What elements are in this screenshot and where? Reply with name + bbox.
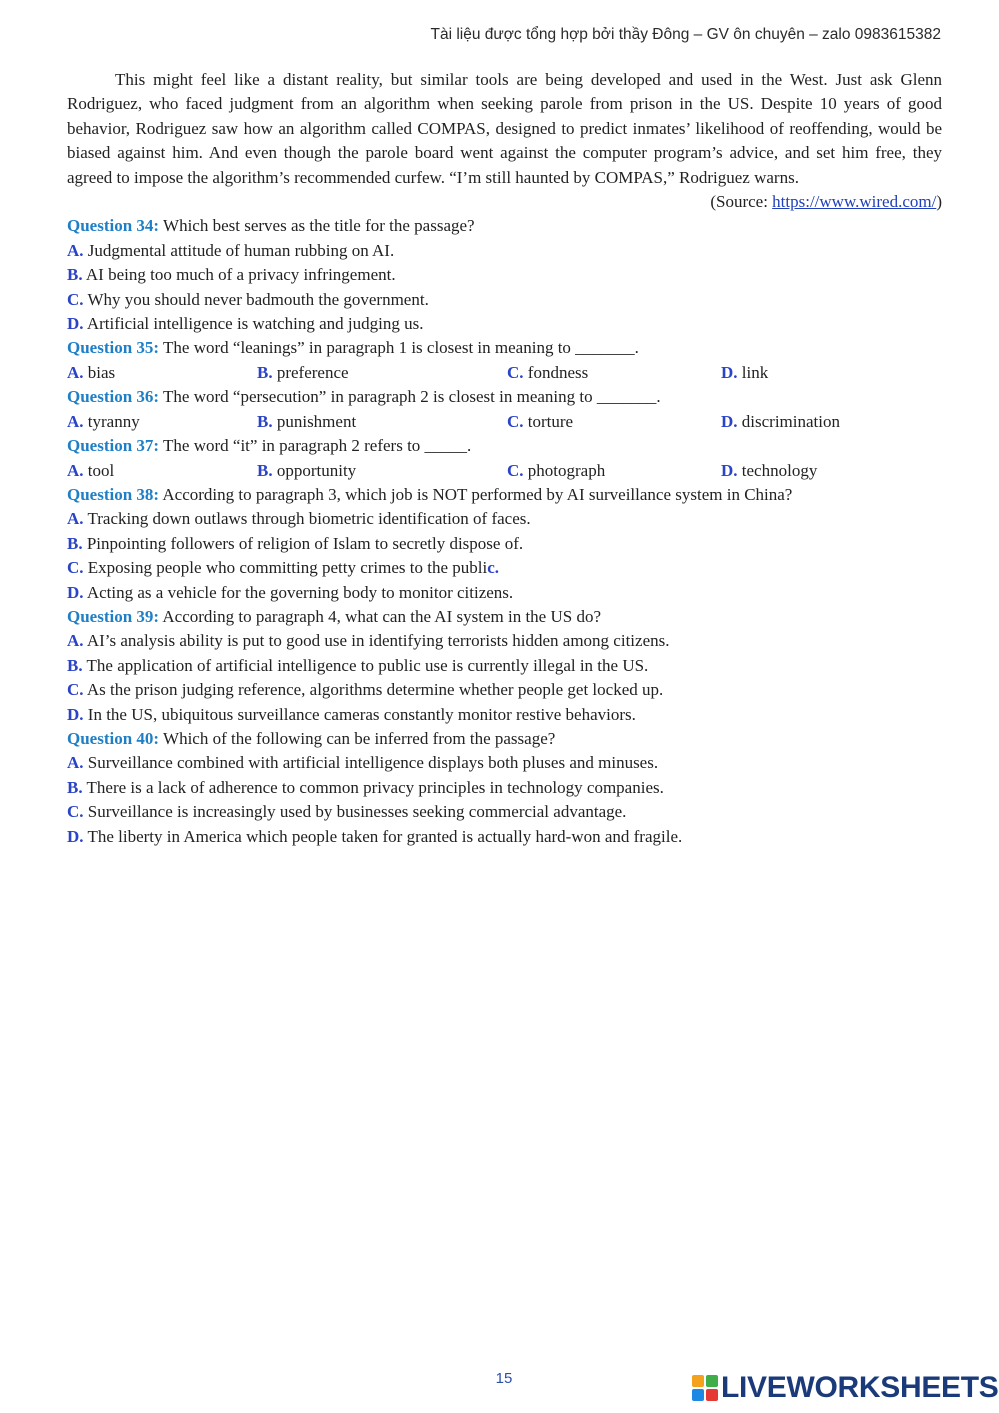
question-35 [67, 336, 942, 360]
option-text: punishment [272, 411, 357, 431]
option-label: A. [67, 631, 84, 651]
option-38-d[interactable] [67, 581, 942, 605]
question-34 [67, 214, 942, 238]
option-35-a[interactable] [67, 361, 257, 385]
option-40-a[interactable] [67, 751, 942, 775]
option-label: C. [507, 460, 524, 480]
option-text: tyranny [83, 411, 140, 431]
option-text: photograph [523, 460, 606, 480]
option-label: B. [67, 655, 83, 675]
logo-square-2 [706, 1375, 718, 1387]
question-text: The word “persecution” in paragraph 2 is closest in meaning to _______. [159, 387, 661, 407]
option-35-b[interactable] [257, 361, 507, 385]
option-34-c[interactable] [67, 288, 942, 312]
source-link[interactable]: https://www.wired.com/ [772, 192, 937, 212]
liveworksheets-logo [692, 1372, 999, 1404]
question-label: Question 36: [67, 387, 160, 407]
option-37-d[interactable] [721, 459, 942, 483]
question-label: Question 40: [67, 728, 160, 748]
option-37-b[interactable] [257, 459, 507, 483]
option-label: D. [67, 314, 84, 334]
option-label: D. [721, 362, 738, 382]
option-text: The liberty in America which people taken for granted is actually hard-won and fragile. [83, 826, 683, 846]
option-35-c[interactable] [507, 361, 721, 385]
source-suffix: ) [936, 192, 942, 212]
option-label: A. [67, 509, 84, 529]
option-39-c[interactable] [67, 678, 942, 702]
option-label: C. [67, 558, 84, 578]
question-label: Question 37: [67, 436, 160, 456]
question-label: Question 35: [67, 338, 160, 358]
option-label: C. [67, 802, 84, 822]
option-37-c[interactable] [507, 459, 721, 483]
question-39 [67, 605, 942, 629]
option-35-d[interactable] [721, 361, 942, 385]
option-39-d[interactable] [67, 703, 942, 727]
question-37 [67, 434, 942, 458]
option-38-c[interactable] [67, 556, 942, 580]
option-39-a[interactable] [67, 629, 942, 653]
option-36-c[interactable] [507, 410, 721, 434]
options-36 [67, 410, 942, 434]
option-38-a[interactable] [67, 507, 942, 531]
option-text: Judgmental attitude of human rubbing on AI. [83, 240, 395, 260]
option-37-a[interactable] [67, 459, 257, 483]
option-label: B. [257, 362, 273, 382]
option-text: torture [523, 411, 574, 431]
option-38-b[interactable] [67, 532, 942, 556]
option-text: technology [737, 460, 818, 480]
option-text: Surveillance is increasingly used by businesses seeking commercial advantage. [83, 802, 627, 822]
option-text: Artificial intelligence is watching and judging us. [83, 314, 424, 334]
option-34-a[interactable] [67, 239, 942, 263]
option-label: B. [67, 777, 83, 797]
option-label: C. [67, 289, 84, 309]
passage-paragraph: This might feel like a distant reality, but similar tools are being developed and used in the West. Just ask Glenn Rodriguez, who faced judgment from an algorithm when seeking parole from prison in the US. Despite 10 years of good behavior, Rodriguez saw how an algorithm called COMPAS, designed to predict inmates’ likelihood of reoffending, would be biased against him. And even though the parole board went against the computer program’s advice, and set him free, they agreed to impose the algorithm’s recommended curfew. “I’m still haunted by COMPAS,” Rodriguez warns. [67, 70, 942, 187]
option-34-d[interactable] [67, 312, 942, 336]
question-label: Question 39: [67, 606, 160, 626]
document-body [67, 68, 942, 849]
option-text: AI being too much of a privacy infringement. [82, 265, 396, 285]
question-text: Which of the following can be inferred from the passage? [159, 728, 556, 748]
option-label: C. [507, 411, 524, 431]
option-label: B. [257, 460, 273, 480]
question-text: The word “it” in paragraph 2 refers to _____. [159, 436, 472, 456]
option-label: D. [67, 704, 84, 724]
option-text: link [737, 362, 769, 382]
option-text: preference [272, 362, 349, 382]
logo-square-3 [692, 1389, 704, 1401]
option-text: Surveillance combined with artificial intelligence displays both pluses and minuses. [83, 753, 659, 773]
option-39-b[interactable] [67, 654, 942, 678]
option-label: D. [67, 582, 84, 602]
question-40 [67, 727, 942, 751]
logo-text: LIVEWORKSHEETS [721, 1371, 999, 1404]
option-text: As the prison judging reference, algorithms determine whether people get locked up. [83, 680, 664, 700]
option-label: A. [67, 240, 84, 260]
option-label: D. [67, 826, 84, 846]
options-35 [67, 361, 942, 385]
question-label: Question 34: [67, 216, 160, 236]
option-40-c[interactable] [67, 800, 942, 824]
option-text: Pinpointing followers of religion of Islam to secretly dispose of. [82, 533, 524, 553]
option-text: The application of artificial intelligence to public use is currently illegal in the US. [82, 655, 649, 675]
question-text: Which best serves as the title for the passage? [159, 216, 475, 236]
option-text: fondness [523, 362, 589, 382]
option-36-d[interactable] [721, 410, 942, 434]
question-38 [67, 483, 942, 507]
option-label: B. [67, 533, 83, 553]
option-40-b[interactable] [67, 776, 942, 800]
options-37 [67, 459, 942, 483]
option-label: C. [507, 362, 524, 382]
option-text: Why you should never badmouth the government. [83, 289, 429, 309]
option-text: There is a lack of adherence to common privacy principles in technology companies. [82, 777, 664, 797]
option-label: A. [67, 362, 84, 382]
option-label: B. [257, 411, 273, 431]
question-text: According to paragraph 3, which job is NOT performed by AI surveillance system in China? [159, 484, 793, 504]
option-text: AI’s analysis ability is put to good use in identifying terrorists hidden among citizens. [83, 631, 670, 651]
option-text-tail: c. [487, 558, 500, 578]
option-text: tool [83, 460, 115, 480]
logo-square-4 [706, 1389, 718, 1401]
question-36 [67, 385, 942, 409]
option-text: Acting as a vehicle for the governing body to monitor citizens. [83, 582, 514, 602]
liveworksheets-logo-icon [692, 1375, 718, 1401]
option-label: D. [721, 411, 738, 431]
option-34-b[interactable] [67, 263, 942, 287]
source-prefix: (Source: [710, 192, 773, 212]
option-36-a[interactable] [67, 410, 257, 434]
question-text: According to paragraph 4, what can the AI system in the US do? [159, 606, 601, 626]
option-label: A. [67, 753, 84, 773]
question-label: Question 38: [67, 484, 160, 504]
option-text: Exposing people who committing petty crimes to the publi [83, 558, 488, 578]
option-text: bias [83, 362, 116, 382]
option-text: In the US, ubiquitous surveillance cameras constantly monitor restive behaviors. [83, 704, 636, 724]
option-label: A. [67, 411, 84, 431]
option-label: B. [67, 265, 83, 285]
page-header: Tài liệu được tổng hợp bởi thầy Đông – GV ôn chuyên – zalo 0983615382 [430, 26, 941, 43]
option-label: C. [67, 680, 84, 700]
option-text: opportunity [272, 460, 357, 480]
logo-square-1 [692, 1375, 704, 1387]
page-number: 15 [495, 1370, 513, 1387]
option-text: discrimination [737, 411, 840, 431]
question-text: The word “leanings” in paragraph 1 is closest in meaning to _______. [159, 338, 639, 358]
option-40-d[interactable] [67, 825, 942, 849]
option-label: A. [67, 460, 84, 480]
option-label: D. [721, 460, 738, 480]
source-line [67, 190, 942, 214]
option-36-b[interactable] [257, 410, 507, 434]
option-text: Tracking down outlaws through biometric identification of faces. [83, 509, 531, 529]
